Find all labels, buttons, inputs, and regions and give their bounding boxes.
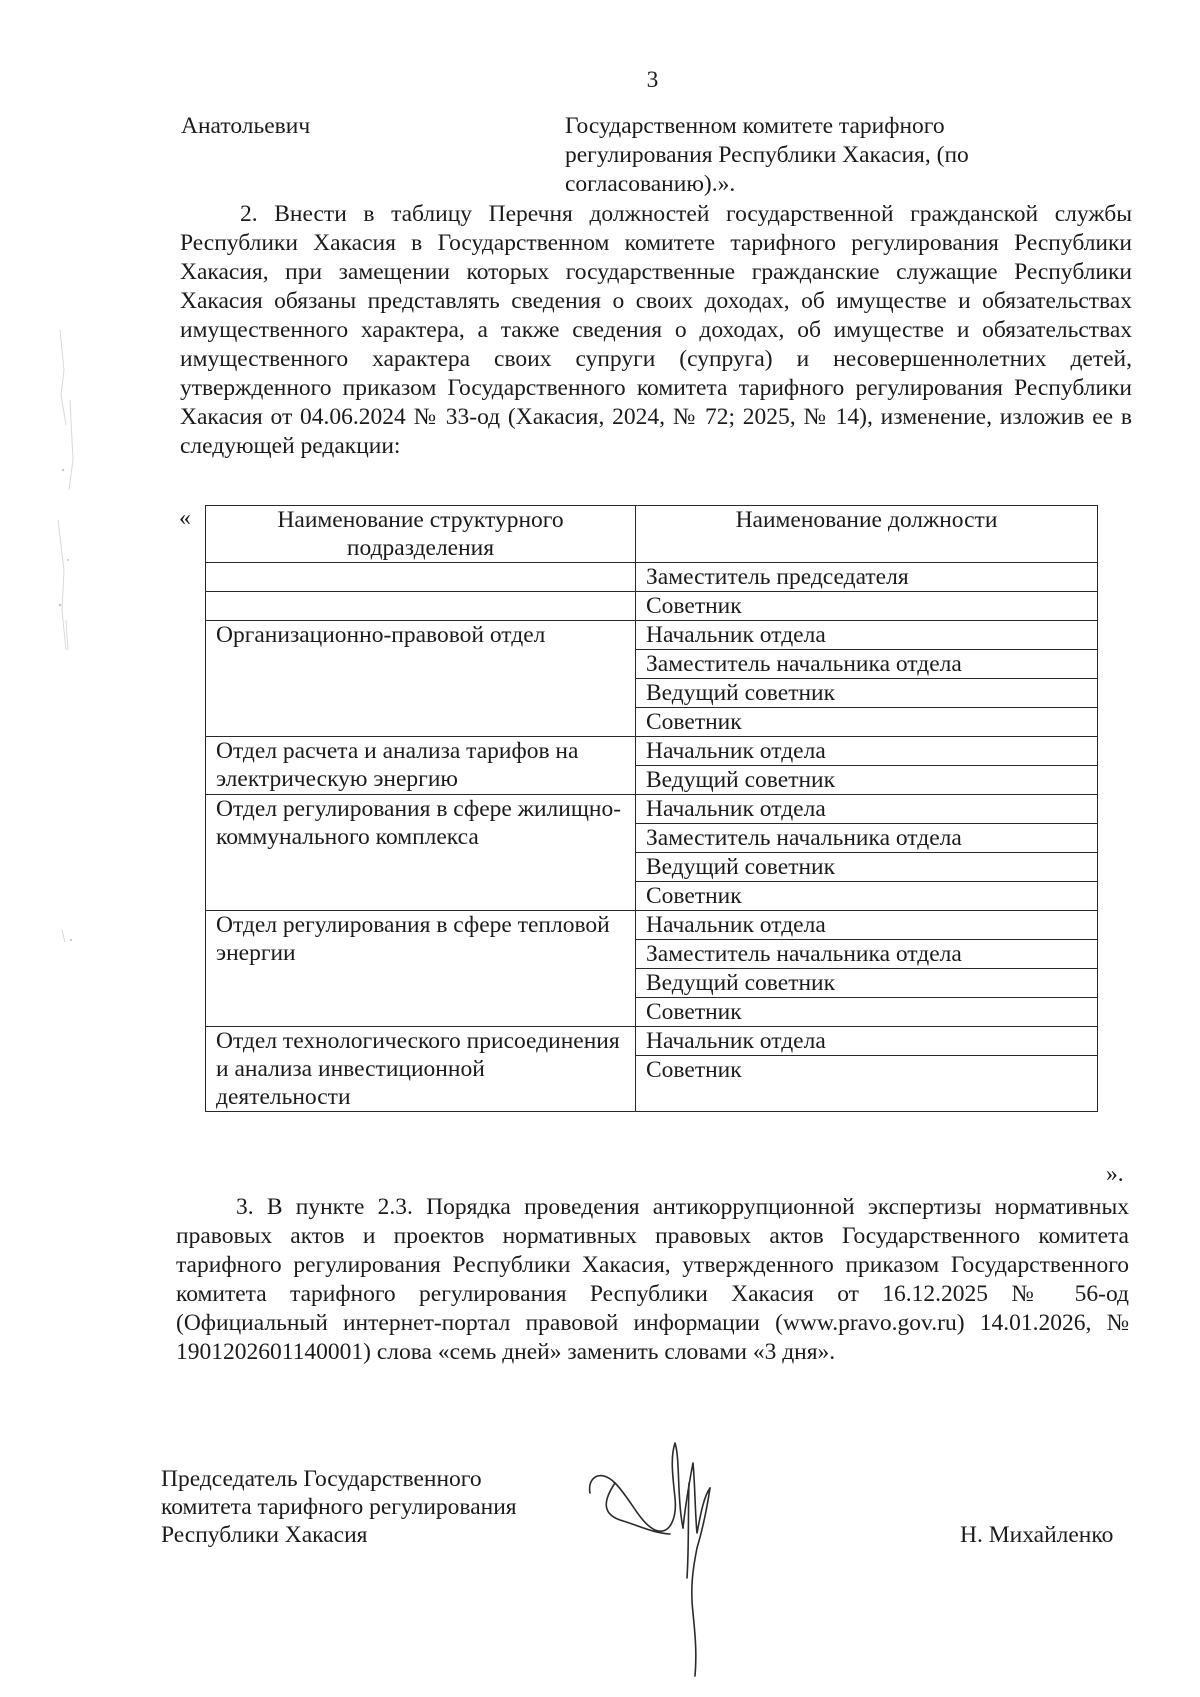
table-row xyxy=(206,592,1098,621)
continuation-line: Государственном комитете тарифного xyxy=(565,113,945,139)
signatory-title-line: Председатель Государственного xyxy=(161,1466,482,1492)
paragraph-2 xyxy=(180,200,1132,461)
continuation-line: согласованию).». xyxy=(565,171,736,197)
unit-cell: Организационно-правовой отдел xyxy=(206,621,636,737)
table-quote-close: ». xyxy=(1106,1161,1124,1187)
position-cell: Начальник отдела xyxy=(636,911,1098,940)
continuation-left: Анатольевич xyxy=(181,113,311,139)
table-header-row xyxy=(206,506,1098,563)
position-cell: Советник xyxy=(636,592,1098,621)
table-quote-open: « xyxy=(179,505,191,531)
positions-table xyxy=(205,505,1098,1112)
unit-cell: Отдел технологического присоединения и анализа инвестиционной деятельности xyxy=(206,1027,636,1112)
position-cell: Ведущий советник xyxy=(636,969,1098,998)
paragraph-3 xyxy=(176,1193,1129,1367)
position-cell: Ведущий советник xyxy=(636,853,1098,882)
position-cell: Заместитель начальника отдела xyxy=(636,824,1098,853)
position-cell: Советник xyxy=(636,998,1098,1027)
position-cell: Советник xyxy=(636,708,1098,737)
unit-cell xyxy=(206,592,636,621)
page-number: 3 xyxy=(646,67,659,93)
position-cell: Ведущий советник xyxy=(636,766,1098,795)
handwritten-signature xyxy=(585,1438,765,1688)
unit-cell: Отдел регулирования в сфере тепловой энергии xyxy=(206,911,636,1027)
position-cell: Заместитель начальника отдела xyxy=(636,940,1098,969)
header-unit: Наименование структурного подразделения xyxy=(206,506,636,563)
continuation-right xyxy=(565,112,1065,199)
table-row xyxy=(206,795,1098,824)
position-cell: Заместитель председателя xyxy=(636,563,1098,592)
position-cell: Заместитель начальника отдела xyxy=(636,650,1098,679)
table-row xyxy=(206,621,1098,650)
position-cell: Ведущий советник xyxy=(636,679,1098,708)
unit-cell: Отдел расчета и анализа тарифов на электрическую энергию xyxy=(206,737,636,795)
signatory-name: Н. Михайленко xyxy=(960,1522,1114,1548)
unit-cell: Отдел регулирования в сфере жилищно-коммунального комплекса xyxy=(206,795,636,911)
table-row xyxy=(206,737,1098,766)
position-cell: Советник xyxy=(636,882,1098,911)
signatory-title xyxy=(161,1465,517,1549)
position-cell: Начальник отдела xyxy=(636,795,1098,824)
position-cell: Начальник отдела xyxy=(636,737,1098,766)
paragraph-3-text: 3. В пункте 2.3. Порядка проведения антикоррупционной экспертизы нормативных правовых актов и проектов нормативных правовых актов Государственного комитета тарифного регулирования Республики Хакасия, утвержденного приказом Государственного комитета тарифного регулирования Республики Хакасия от 16.12.2025 № 56-од (Официальный интернет-портал правовой информации (www.pravo.gov.ru) 14.01.2026, № 1901202601140001) слова «семь дней» заменить словами «3 дня». xyxy=(176,1194,1129,1365)
position-cell: Советник xyxy=(636,1056,1098,1112)
signatory-title-line: Республики Хакасия xyxy=(161,1522,368,1548)
signatory-title-line: комитета тарифного регулирования xyxy=(161,1494,517,1520)
table-row xyxy=(206,1027,1098,1056)
scan-edge-artifact xyxy=(0,0,95,1697)
position-cell: Начальник отдела xyxy=(636,1027,1098,1056)
paragraph-2-text: 2. Внести в таблицу Перечня должностей государственной гражданской службы Республики Хакасия в Государственном комитете тарифного регулирования Республики Хакасия, при замещении которых государственные гражданские служащие Республики Хакасия обязаны представлять сведения о своих доходах, об имуществе и обязательствах имущественного характера, а также сведения о доходах, об имуществе и обязательствах имущественного характера своих супруги (супруга) и несовершеннолетних детей, утвержденного приказом Государственного комитета тарифного регулирования Республики Хакасия от 04.06.2024 № 33-од (Хакасия, 2024, № 72; 2025, № 14), изменение, изложив ее в следующей редакции: xyxy=(180,201,1132,459)
unit-cell xyxy=(206,563,636,592)
position-cell: Начальник отдела xyxy=(636,621,1098,650)
continuation-line: регулирования Республики Хакасия, (по xyxy=(565,142,969,168)
table-row xyxy=(206,911,1098,940)
table-row xyxy=(206,563,1098,592)
header-position: Наименование должности xyxy=(636,506,1098,563)
